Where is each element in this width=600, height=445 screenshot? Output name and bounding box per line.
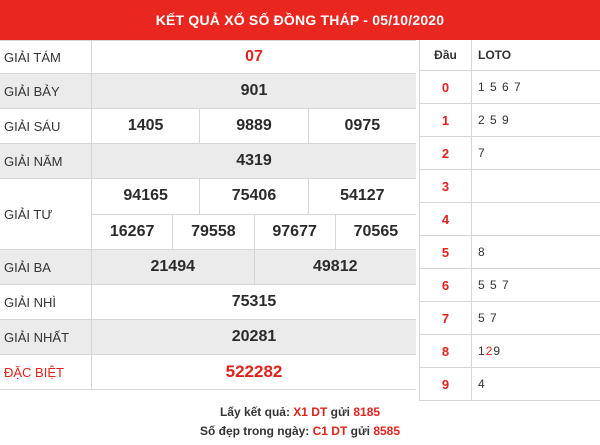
page-title: KẾT QUẢ XỔ SỐ ĐỒNG THÁP - 05/10/2020 [155, 12, 445, 28]
prize-number: 21494 [150, 258, 195, 275]
loto-row [420, 236, 600, 269]
prize-numbers [92, 41, 416, 73]
loto-row [420, 137, 600, 170]
prize-number: 20281 [231, 328, 277, 345]
prize-number: 1405 [127, 117, 164, 134]
prize-row [0, 109, 416, 144]
prize-number: 75315 [231, 293, 277, 310]
prize-label: GIẢI BẢY [0, 74, 92, 108]
loto-dau: 9 [420, 368, 472, 400]
prize-numbers [92, 144, 416, 178]
loto-values: 7 [478, 146, 486, 160]
results-header [0, 0, 600, 40]
loto-digit: 2 [485, 344, 494, 358]
prize-number: 522282 [225, 362, 283, 381]
loto-dau: 0 [420, 71, 472, 103]
loto-row [420, 302, 600, 335]
loto-dau: 3 [420, 170, 472, 202]
prize-numbers [92, 250, 416, 284]
prize-label: GIẢI BA [0, 250, 92, 284]
prize-numbers [92, 285, 416, 319]
loto-dau: 7 [420, 302, 472, 334]
loto-row [420, 71, 600, 104]
prize-row [0, 144, 416, 179]
prize-label: GIẢI NĂM [0, 144, 92, 178]
loto-values [472, 203, 600, 235]
loto-dau: 8 [420, 335, 472, 367]
loto-dau: 2 [420, 137, 472, 169]
loto-dau: 1 [420, 104, 472, 136]
prize-numbers [92, 355, 416, 389]
prize-number: 54127 [308, 179, 416, 214]
loto-row [420, 170, 600, 203]
prize-row [0, 179, 416, 250]
prize-row [0, 74, 416, 109]
prize-label: GIẢI TƯ [0, 179, 92, 249]
loto-values: 8 [478, 245, 486, 259]
prize-number: 75406 [199, 179, 307, 214]
loto-row [420, 368, 600, 401]
prize-label: GIẢI NHÌ [0, 285, 92, 319]
loto-values [472, 335, 600, 367]
prize-number: 97677 [254, 215, 335, 250]
prize-number: 9889 [199, 109, 307, 143]
prize-number: 70565 [335, 215, 416, 250]
loto-table [419, 40, 600, 401]
prize-row [0, 355, 416, 390]
prize-number: 07 [245, 48, 263, 65]
prize-number: 4319 [236, 152, 272, 169]
loto-header-dau: Đầu [420, 40, 472, 70]
prize-label: GIẢI NHẤT [0, 320, 92, 354]
loto-values: 1 5 6 7 [478, 80, 522, 94]
loto-values: 4 [478, 377, 486, 391]
loto-row [420, 269, 600, 302]
prize-row [0, 320, 416, 355]
prize-number: 16267 [109, 222, 155, 240]
prize-label: ĐẶC BIỆT [0, 355, 92, 389]
prize-label: GIẢI SÁU [0, 109, 92, 143]
loto-values: 5 7 [478, 311, 498, 325]
prize-label: GIẢI TÁM [0, 41, 92, 73]
prize-row [0, 250, 416, 285]
prize-number: 94165 [123, 187, 168, 205]
loto-row [420, 203, 600, 236]
loto-row [420, 335, 600, 368]
loto-row [420, 104, 600, 137]
prize-numbers [92, 179, 416, 249]
loto-values [472, 170, 600, 202]
loto-header [420, 40, 600, 71]
loto-values: 5 5 7 [478, 278, 510, 292]
prize-number: 901 [240, 82, 268, 99]
prize-numbers [92, 320, 416, 354]
loto-dau: 6 [420, 269, 472, 301]
loto-dau: 4 [420, 203, 472, 235]
prize-numbers [92, 109, 416, 143]
loto-values: 2 5 9 [478, 113, 510, 127]
prize-row [0, 285, 416, 320]
prize-numbers [92, 74, 416, 108]
loto-digit: 9 [493, 344, 502, 358]
loto-dau: 5 [420, 236, 472, 268]
footer-line-2: Số đẹp trong ngày: C1 DT gửi 8585 [199, 423, 401, 438]
loto-digit: 1 [478, 344, 486, 358]
loto-header-loto: LOTO [478, 48, 512, 62]
prize-table [0, 40, 416, 390]
sms-footer [0, 398, 600, 445]
prize-number: 0975 [308, 109, 416, 143]
prize-number: 49812 [254, 250, 417, 284]
prize-number: 79558 [172, 215, 253, 250]
footer-line-1: Lấy kết quả: X1 DT gửi 8185 [219, 404, 381, 419]
prize-row [0, 41, 416, 74]
